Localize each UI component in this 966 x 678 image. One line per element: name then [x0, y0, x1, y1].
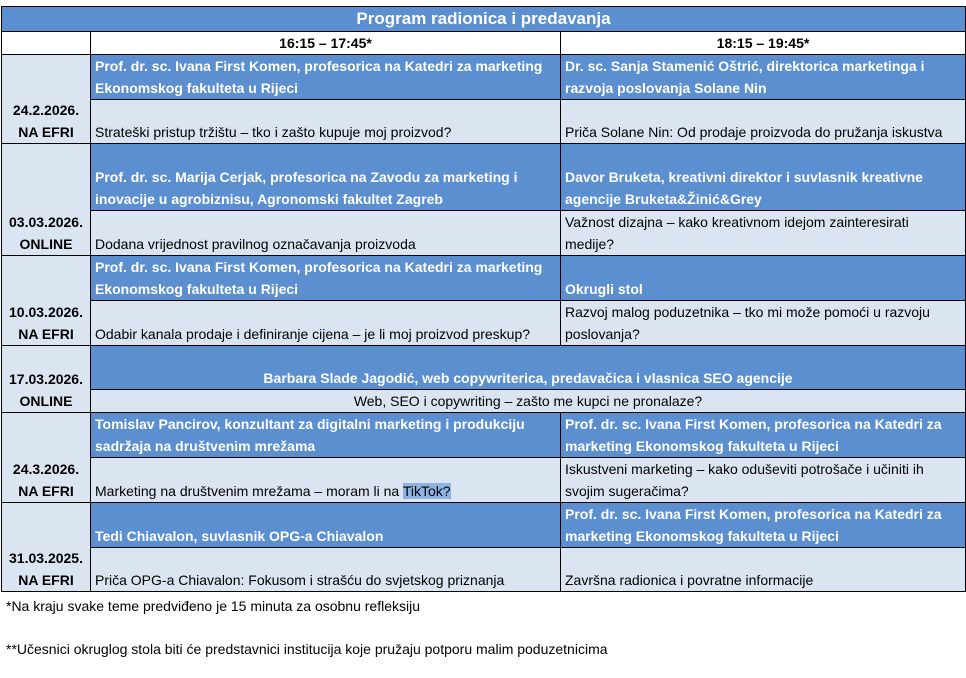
speaker-cell: Okrugli stol: [561, 256, 966, 301]
session-speaker-row: [2, 144, 966, 211]
session-location: ONLINE: [19, 393, 73, 409]
session-topic-row: [2, 458, 966, 503]
session-location: ONLINE: [19, 236, 73, 252]
topic-cell: Strateški pristup tržištu – tko i zašto kupuje moj proizvod?: [91, 100, 561, 144]
topic-cell: Web, SEO i copywriting – zašto me kupci ne pronalaze?: [91, 390, 966, 413]
speaker-cell: Davor Bruketa, kreativni direktor i suvlasnik kreativne agencije Bruketa&Žinić&Grey: [561, 144, 966, 211]
topic-cell: Iskustveni marketing – kako oduševiti potrošače i učiniti ih svojim sugeračima?: [561, 458, 966, 503]
session-speaker-row: [2, 256, 966, 301]
session-date-cell: [2, 503, 91, 592]
session-speaker-row: [2, 346, 966, 390]
time-slot-1: 16:15 – 17:45*: [91, 32, 561, 55]
session-topic-row: [2, 548, 966, 592]
session-location: NA EFRI: [18, 124, 74, 140]
speaker-cell: Prof. dr. sc. Ivana First Komen, profesorica na Katedri za marketing Ekonomskog fakulteta u Rijeci: [561, 503, 966, 548]
session-date: 17.03.2026.: [9, 371, 83, 387]
session-location: NA EFRI: [18, 326, 74, 342]
session-topic-row: [2, 100, 966, 144]
topic-cell: Priča Solane Nin: Od prodaje proizvoda do pružanja iskustva: [561, 100, 966, 144]
session-date: 03.03.2026.: [9, 214, 83, 230]
topic-cell: Dodana vrijednost pravilnog označavanja proizvoda: [91, 211, 561, 256]
session-date: 10.03.2026.: [9, 304, 83, 320]
speaker-cell: Prof. dr. sc. Ivana First Komen, profesorica na Katedri za marketing Ekonomskog fakulteta u Rijeci: [561, 413, 966, 458]
session-date-cell: [2, 256, 91, 346]
title-row: [2, 7, 966, 32]
footnote-reflection: *Na kraju svake teme predviđeno je 15 minuta za osobnu refleksiju: [6, 598, 421, 614]
session-speaker-row: [2, 503, 966, 548]
session-location: NA EFRI: [18, 572, 74, 588]
topic-cell: [91, 458, 561, 503]
speaker-cell: Prof. dr. sc. Marija Cerjak, profesorica na Zavodu za marketing i inovacije u agrobiznisu, Agronomski fakultet Zagreb: [91, 144, 561, 211]
speaker-cell: Barbara Slade Jagodić, web copywriterica, predavačica i vlasnica SEO agencije: [91, 346, 966, 390]
topic-cell: Završna radionica i povratne informacije: [561, 548, 966, 592]
session-topic-row: [2, 301, 966, 346]
table-title: Program radionica i predavanja: [2, 7, 966, 32]
session-topic-row: [2, 211, 966, 256]
time-slot-2: 18:15 – 19:45*: [561, 32, 966, 55]
speaker-cell: Prof. dr. sc. Ivana First Komen, profesorica na Katedri za marketing Ekonomskog fakulteta u Rijeci: [91, 256, 561, 301]
session-speaker-row: [2, 55, 966, 100]
session-location: NA EFRI: [18, 483, 74, 499]
session-date-cell: [2, 55, 91, 144]
topic-cell: Priča OPG-a Chiavalon: Fokusom i strašću do svjetskog priznanja: [91, 548, 561, 592]
speaker-cell: Prof. dr. sc. Ivana First Komen, profesorica na Katedri za marketing Ekonomskog fakulteta u Rijeci: [91, 55, 561, 100]
session-date: 24.3.2026.: [12, 461, 80, 477]
session-topic-row: [2, 390, 966, 413]
session-speaker-row: [2, 413, 966, 458]
footnote-round-table: **Učesnici okruglog stola biti će predstavnici institucija koje pružaju potporu malim poduzetnicima: [6, 641, 608, 657]
topic-cell: Odabir kanala prodaje i definiranje cijena – je li moj proizvod preskup?: [91, 301, 561, 346]
session-date-cell: [2, 144, 91, 256]
schedule-table: [1, 6, 966, 592]
topic-cell: Razvoj malog poduzetnika – tko mi može pomoći u razvoju poslovanja?: [561, 301, 966, 346]
speaker-cell: Dr. sc. Sanja Stamenić Oštrić, direktorica marketinga i razvoja poslovanja Solane Nin: [561, 55, 966, 100]
time-row: [2, 32, 966, 55]
session-date: 24.2.2026.: [12, 102, 80, 118]
highlighted-word: TikTok?: [402, 483, 451, 499]
session-date: 31.03.2025.: [9, 550, 83, 566]
speaker-cell: Tedi Chiavalon, suvlasnik OPG-a Chiavalon: [91, 503, 561, 548]
topic-cell: Važnost dizajna – kako kreativnom idejom zainteresirati medije?: [561, 211, 966, 256]
speaker-cell: Tomislav Pancirov, konzultant za digitalni marketing i produkciju sadržaja na društvenim mrežama: [91, 413, 561, 458]
corner-cell: [2, 32, 91, 55]
session-date-cell: [2, 346, 91, 413]
session-date-cell: [2, 413, 91, 503]
topic-text: Marketing na društvenim mrežama – moram li na: [95, 483, 403, 499]
